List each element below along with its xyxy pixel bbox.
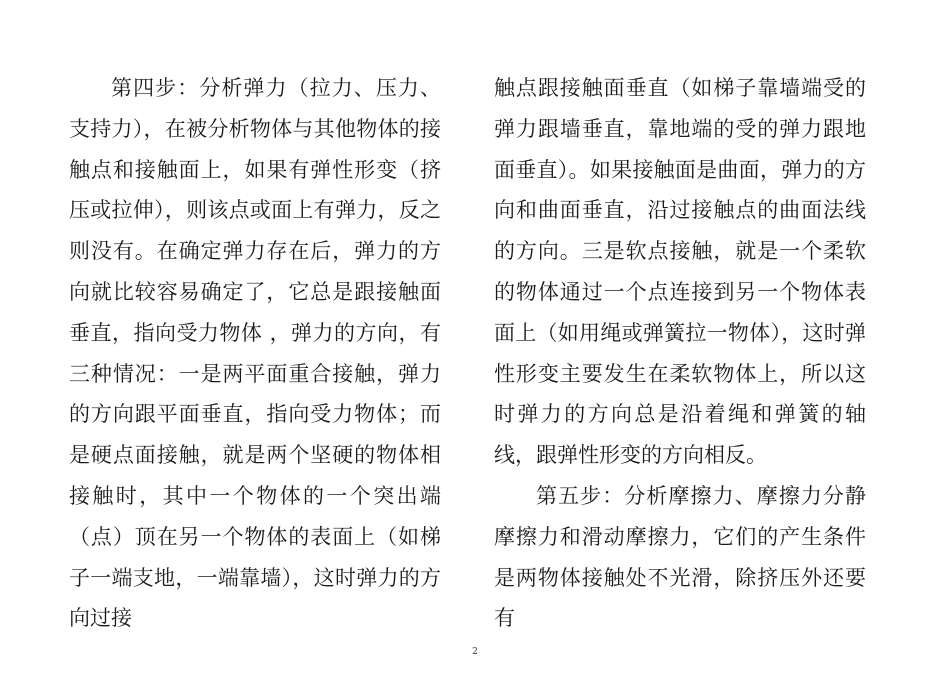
page-number: 2 [472, 647, 478, 657]
right-text-column [494, 68, 866, 639]
paragraph-step-four: 第四步：分析弹力（拉力、压力、支持力），在被分析物体与其他物体的接触点和接触面上，如果有弹性形变（挤压或拉伸），则该点或面上有弹力，反之则没有。在确定弹力存在后，弹力的方向就比较容易确定了，它总是跟接触面垂直，指向受力物体 ，弹力的方向，有三种情况：一是两平面重合接触，弹力的方向跟平面垂直，指向受力物体；而是硬点面接触，就是两个坚硬的物体相接触时，其中一个物体的一个突出端（点）顶在另一个物体的表面上（如梯子一端支地，一端靠墙），这时弹力的方向过接 [69, 76, 441, 631]
paragraph-step-five: 第五步：分析摩擦力、摩擦力分静摩擦力和滑动摩擦力，它们的产生条件是两物体接触处不光滑，除挤压外还要有 [494, 483, 866, 631]
paragraph-step-four-continued: 触点跟接触面垂直（如梯子靠墙端受的弹力跟墙垂直，靠地端的受的弹力跟地面垂直）。如果接触面是曲面，弹力的方向和曲面垂直，沿过接触点的曲面法线的方向。三是软点接触，就是一个柔软的物体通过一个点连接到另一个物体表面上（如用绳或弹簧拉一物体），这时弹性形变主要发生在柔软物体上，所以这时弹力的方向总是沿着绳和弹簧的轴线，跟弹性形变的方向相反。 [494, 76, 866, 468]
left-text-column [69, 68, 441, 639]
